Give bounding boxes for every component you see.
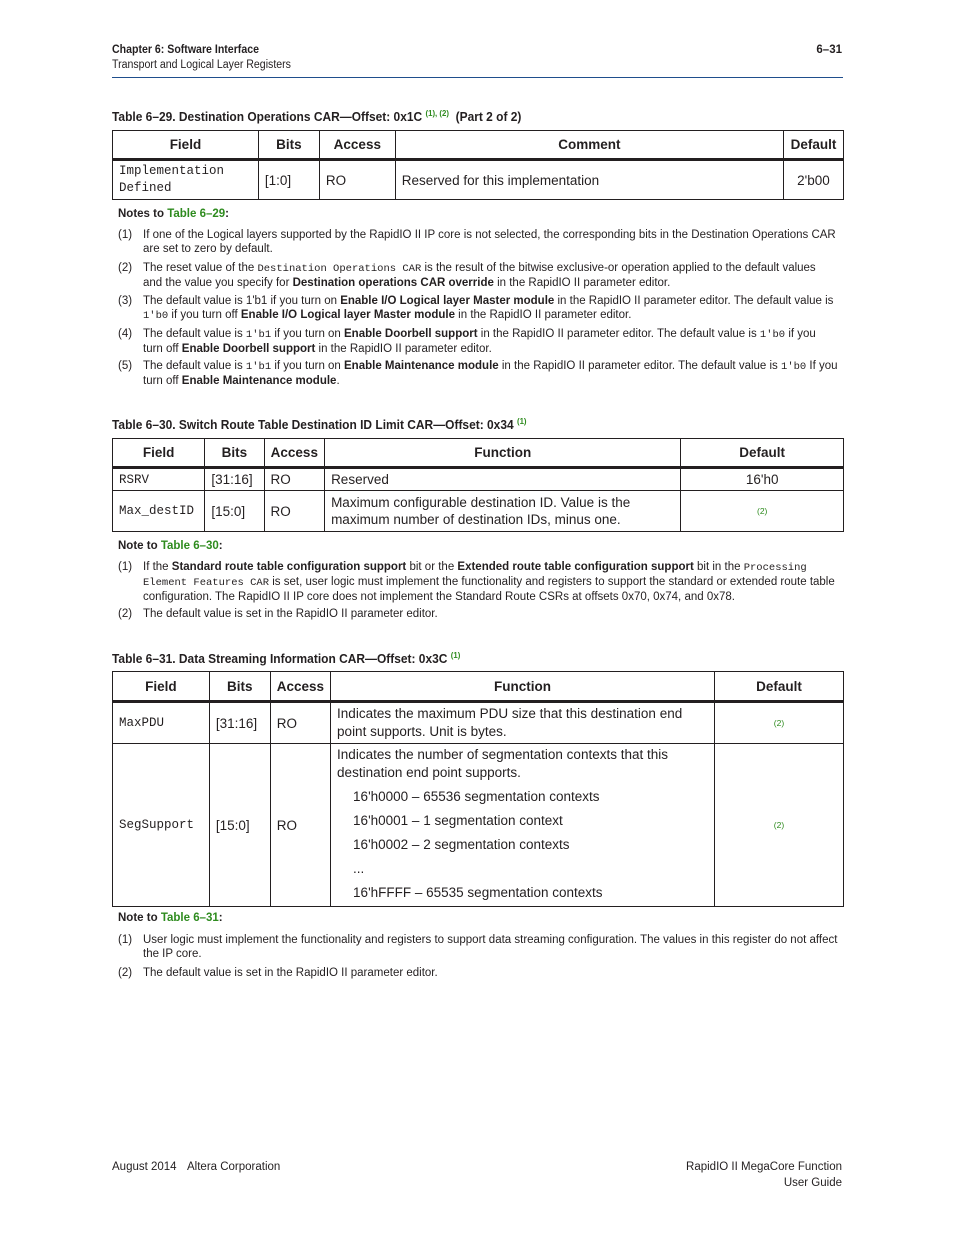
note-number: (5) bbox=[118, 360, 133, 372]
table29-note-3 bbox=[118, 294, 838, 322]
table29-header-comment: Comment bbox=[395, 131, 783, 160]
note-bold: Enable I/O Logical layer Master module bbox=[340, 295, 555, 307]
table31-cell-bits: [15:0] bbox=[209, 744, 270, 907]
note-code: 1'b0 bbox=[143, 310, 169, 322]
note-text bbox=[143, 607, 838, 621]
note-bold: Enable I/O Logical layer Master module bbox=[240, 309, 455, 321]
note-bold: Destination operations CAR override bbox=[292, 277, 494, 289]
note-segment: The reset value of the bbox=[143, 262, 258, 274]
table29-caption-part: (Part 2 of 2) bbox=[455, 109, 522, 124]
table31-cell-function: Indicates the maximum PDU size that this destination end point supports. Unit is bytes. bbox=[331, 702, 715, 744]
note-code: 1'b0 bbox=[759, 329, 786, 341]
note-segment: If the bbox=[143, 561, 172, 573]
table29-note-2 bbox=[118, 261, 838, 289]
note-segment: in the RapidIO II parameter editor. bbox=[315, 343, 492, 355]
seg-list-item: 16'hFFFF – 65535 segmentation contexts bbox=[353, 885, 603, 900]
footer-product: RapidIO II MegaCore Function bbox=[686, 1161, 842, 1173]
table31-cell-function bbox=[331, 744, 715, 907]
note-code: Processing Element Features CAR bbox=[143, 562, 807, 589]
note-code: 1'b1 bbox=[245, 361, 272, 373]
table30-cell-access: RO bbox=[264, 468, 325, 491]
table29-header-access: Access bbox=[319, 131, 395, 160]
section-title: Transport and Logical Layer Registers bbox=[112, 59, 291, 71]
table29-notes-link[interactable]: Table 6–29 bbox=[167, 208, 226, 220]
table-row bbox=[113, 744, 844, 907]
table30-cell-default-ref[interactable]: (2) bbox=[681, 491, 844, 532]
table31-notes-title: Note to Table 6–31: bbox=[118, 912, 223, 924]
table30-caption-refs[interactable]: (1) bbox=[516, 416, 527, 426]
table29-header-bits: Bits bbox=[258, 131, 319, 160]
note-segment: . bbox=[336, 375, 340, 387]
note-text bbox=[143, 327, 838, 356]
notes-label: Note to bbox=[118, 912, 161, 924]
table31-cell-field: MaxPDU bbox=[113, 702, 210, 744]
table31-cell-field: SegSupport bbox=[113, 744, 210, 907]
note-number: (1) bbox=[118, 561, 133, 573]
note-text bbox=[143, 966, 838, 980]
note-number: (1) bbox=[118, 934, 133, 946]
table-row bbox=[113, 468, 844, 491]
table30-caption bbox=[112, 416, 527, 432]
function-description: Indicates the number of segmentation contexts that this destination end point supports. bbox=[337, 747, 668, 780]
table30-header-access: Access bbox=[264, 439, 325, 468]
note-segment: if you turn on bbox=[271, 328, 345, 340]
note-segment: in the RapidIO II parameter editor. The default value is bbox=[477, 328, 760, 340]
note-segment: in the RapidIO II parameter editor. bbox=[493, 277, 671, 289]
table31-caption bbox=[112, 650, 460, 666]
table30-notes-link[interactable]: Table 6–30 bbox=[160, 540, 219, 552]
seg-list-item: 16'h0002 – 2 segmentation contexts bbox=[353, 837, 570, 852]
note-segment: If you turn off bbox=[143, 360, 838, 387]
note-number: (1) bbox=[118, 229, 133, 241]
note-code: Destination Operations CAR bbox=[257, 263, 422, 275]
table29-caption-text: Table 6–29. Destination Operations CAR—Offset: 0x1C bbox=[112, 109, 423, 124]
note-bold: Standard route table configuration support bbox=[171, 561, 407, 573]
table29 bbox=[112, 130, 844, 200]
note-segment: in the RapidIO II parameter editor. The default value is bbox=[498, 360, 782, 372]
table31-header-field: Field bbox=[113, 672, 210, 702]
table29-cell-access: RO bbox=[319, 160, 395, 200]
chapter-title: Chapter 6: Software Interface bbox=[112, 44, 259, 56]
table-row bbox=[113, 702, 844, 744]
table31 bbox=[112, 671, 844, 907]
table30-header-function: Function bbox=[325, 439, 681, 468]
note-bold: Enable Doorbell support bbox=[181, 343, 316, 355]
note-segment: The default value is set in the RapidIO II parameter editor. bbox=[143, 967, 438, 979]
table29-cell-default: 2'b00 bbox=[783, 160, 843, 200]
note-text bbox=[143, 228, 838, 256]
table31-note-2 bbox=[118, 966, 838, 980]
table30-header-default: Default bbox=[681, 439, 844, 468]
table30-notes-title: Note to Table 6–30: bbox=[118, 540, 223, 552]
notes-label: Note to bbox=[118, 540, 161, 552]
table31-caption-refs[interactable]: (1) bbox=[450, 650, 461, 660]
note-segment: if you turn off bbox=[168, 309, 241, 321]
table31-cell-default-ref[interactable]: (2) bbox=[715, 744, 844, 907]
note-segment: User logic must implement the functionality and registers to support data streaming configuration. The values in this register do not affect the IP core. bbox=[143, 934, 838, 960]
notes-label: Notes to bbox=[118, 208, 168, 220]
note-segment: The default value is bbox=[143, 360, 246, 372]
table31-note-1 bbox=[118, 933, 838, 961]
note-text bbox=[143, 294, 838, 323]
note-number: (3) bbox=[118, 295, 133, 307]
seg-list-item: 16'h0000 – 65536 segmentation contexts bbox=[353, 789, 600, 804]
note-text bbox=[143, 933, 838, 961]
table30-header-bits: Bits bbox=[205, 439, 264, 468]
note-text bbox=[143, 261, 838, 290]
seg-list-item: 16'h0001 – 1 segmentation context bbox=[353, 813, 563, 828]
table31-header-function: Function bbox=[331, 672, 715, 702]
table-row bbox=[113, 491, 844, 532]
table30-cell-default: 16'h0 bbox=[681, 468, 844, 491]
table29-caption-refs[interactable]: (1), (2) bbox=[425, 108, 449, 118]
table31-cell-default-ref[interactable]: (2) bbox=[715, 702, 844, 744]
note-segment: If one of the Logical layers supported by the RapidIO II IP core is not selected, the corresponding bits in the Destination Operations CAR are set to zero by default. bbox=[143, 229, 836, 255]
note-segment: is the result of the bitwise exclusive-or operation applied to the default values and the value you specify for bbox=[143, 262, 816, 289]
table29-note-1 bbox=[118, 228, 838, 256]
note-segment: if you turn off bbox=[143, 328, 816, 355]
table29-caption bbox=[112, 108, 521, 124]
table30-cell-function: Reserved bbox=[325, 468, 681, 491]
table31-notes-link[interactable]: Table 6–31 bbox=[160, 912, 219, 924]
note-code: 1'b1 bbox=[245, 329, 272, 341]
note-bold: Extended route table configuration support bbox=[457, 561, 694, 573]
note-segment: in the RapidIO II parameter editor. bbox=[454, 309, 632, 321]
table30-cell-function: Maximum configurable destination ID. Value is the maximum number of destination IDs, minus one. bbox=[325, 491, 681, 532]
table29-note-5 bbox=[118, 359, 838, 387]
table30 bbox=[112, 438, 844, 532]
table31-cell-access: RO bbox=[270, 702, 330, 744]
footer-date: August 2014 bbox=[112, 1161, 177, 1173]
footer-company: Altera Corporation bbox=[187, 1161, 281, 1173]
table-row bbox=[113, 160, 844, 200]
table29-notes-title: Notes to Table 6–29: bbox=[118, 208, 230, 220]
note-text bbox=[143, 560, 838, 604]
table29-note-4 bbox=[118, 327, 838, 355]
table31-header-access: Access bbox=[270, 672, 330, 702]
note-bold: Enable Maintenance module bbox=[344, 360, 499, 372]
footer-doc: User Guide bbox=[783, 1177, 842, 1189]
note-segment: The default value is bbox=[143, 328, 246, 340]
note-number: (4) bbox=[118, 328, 133, 340]
note-number: (2) bbox=[118, 262, 133, 274]
seg-list-item: ... bbox=[353, 861, 365, 876]
table29-header-field: Field bbox=[113, 131, 259, 160]
note-segment: The default value is set in the RapidIO II parameter editor. bbox=[143, 608, 438, 620]
page-number: 6–31 bbox=[816, 44, 842, 56]
table29-cell-field: Implementation Defined bbox=[113, 160, 259, 200]
table30-cell-bits: [15:0] bbox=[205, 491, 264, 532]
note-segment: bit or the bbox=[406, 561, 458, 573]
table31-cell-access: RO bbox=[270, 744, 330, 907]
header-rule bbox=[112, 77, 843, 78]
table30-header-field: Field bbox=[113, 439, 205, 468]
table30-note-1 bbox=[118, 560, 838, 602]
table31-cell-bits: [31:16] bbox=[209, 702, 270, 744]
note-bold: Enable Maintenance module bbox=[181, 375, 337, 387]
table29-cell-bits: [1:0] bbox=[258, 160, 319, 200]
table30-cell-field: RSRV bbox=[113, 468, 205, 491]
table30-cell-field: Max_destID bbox=[113, 491, 205, 532]
table31-header-default: Default bbox=[715, 672, 844, 702]
note-text bbox=[143, 359, 838, 388]
note-segment: The default value is 1'b1 if you turn on bbox=[143, 295, 341, 307]
table30-cell-bits: [31:16] bbox=[205, 468, 264, 491]
note-number: (2) bbox=[118, 608, 133, 620]
table29-header-default: Default bbox=[783, 131, 843, 160]
table30-cell-access: RO bbox=[264, 491, 325, 532]
table29-cell-comment: Reserved for this implementation bbox=[395, 160, 783, 200]
note-segment: is set, user logic must implement the functionality and registers to support the standard or extended route table configuration. The RapidIO II IP core does not implement the Standard Route CSRs at offsets 0x70, 0x74, and 0x78. bbox=[143, 576, 835, 603]
table30-note-2 bbox=[118, 607, 838, 621]
note-bold: Enable Doorbell support bbox=[344, 328, 478, 340]
note-code: 1'b0 bbox=[781, 361, 807, 373]
note-number: (2) bbox=[118, 967, 133, 979]
note-segment: in the RapidIO II parameter editor. The default value is bbox=[554, 295, 834, 307]
table31-caption-text: Table 6–31. Data Streaming Information CAR—Offset: 0x3C bbox=[112, 651, 448, 666]
note-segment: bit in the bbox=[693, 561, 744, 573]
table30-caption-text: Table 6–30. Switch Route Table Destination ID Limit CAR—Offset: 0x34 bbox=[112, 417, 514, 432]
table31-header-bits: Bits bbox=[209, 672, 270, 702]
note-segment: if you turn on bbox=[271, 360, 345, 372]
